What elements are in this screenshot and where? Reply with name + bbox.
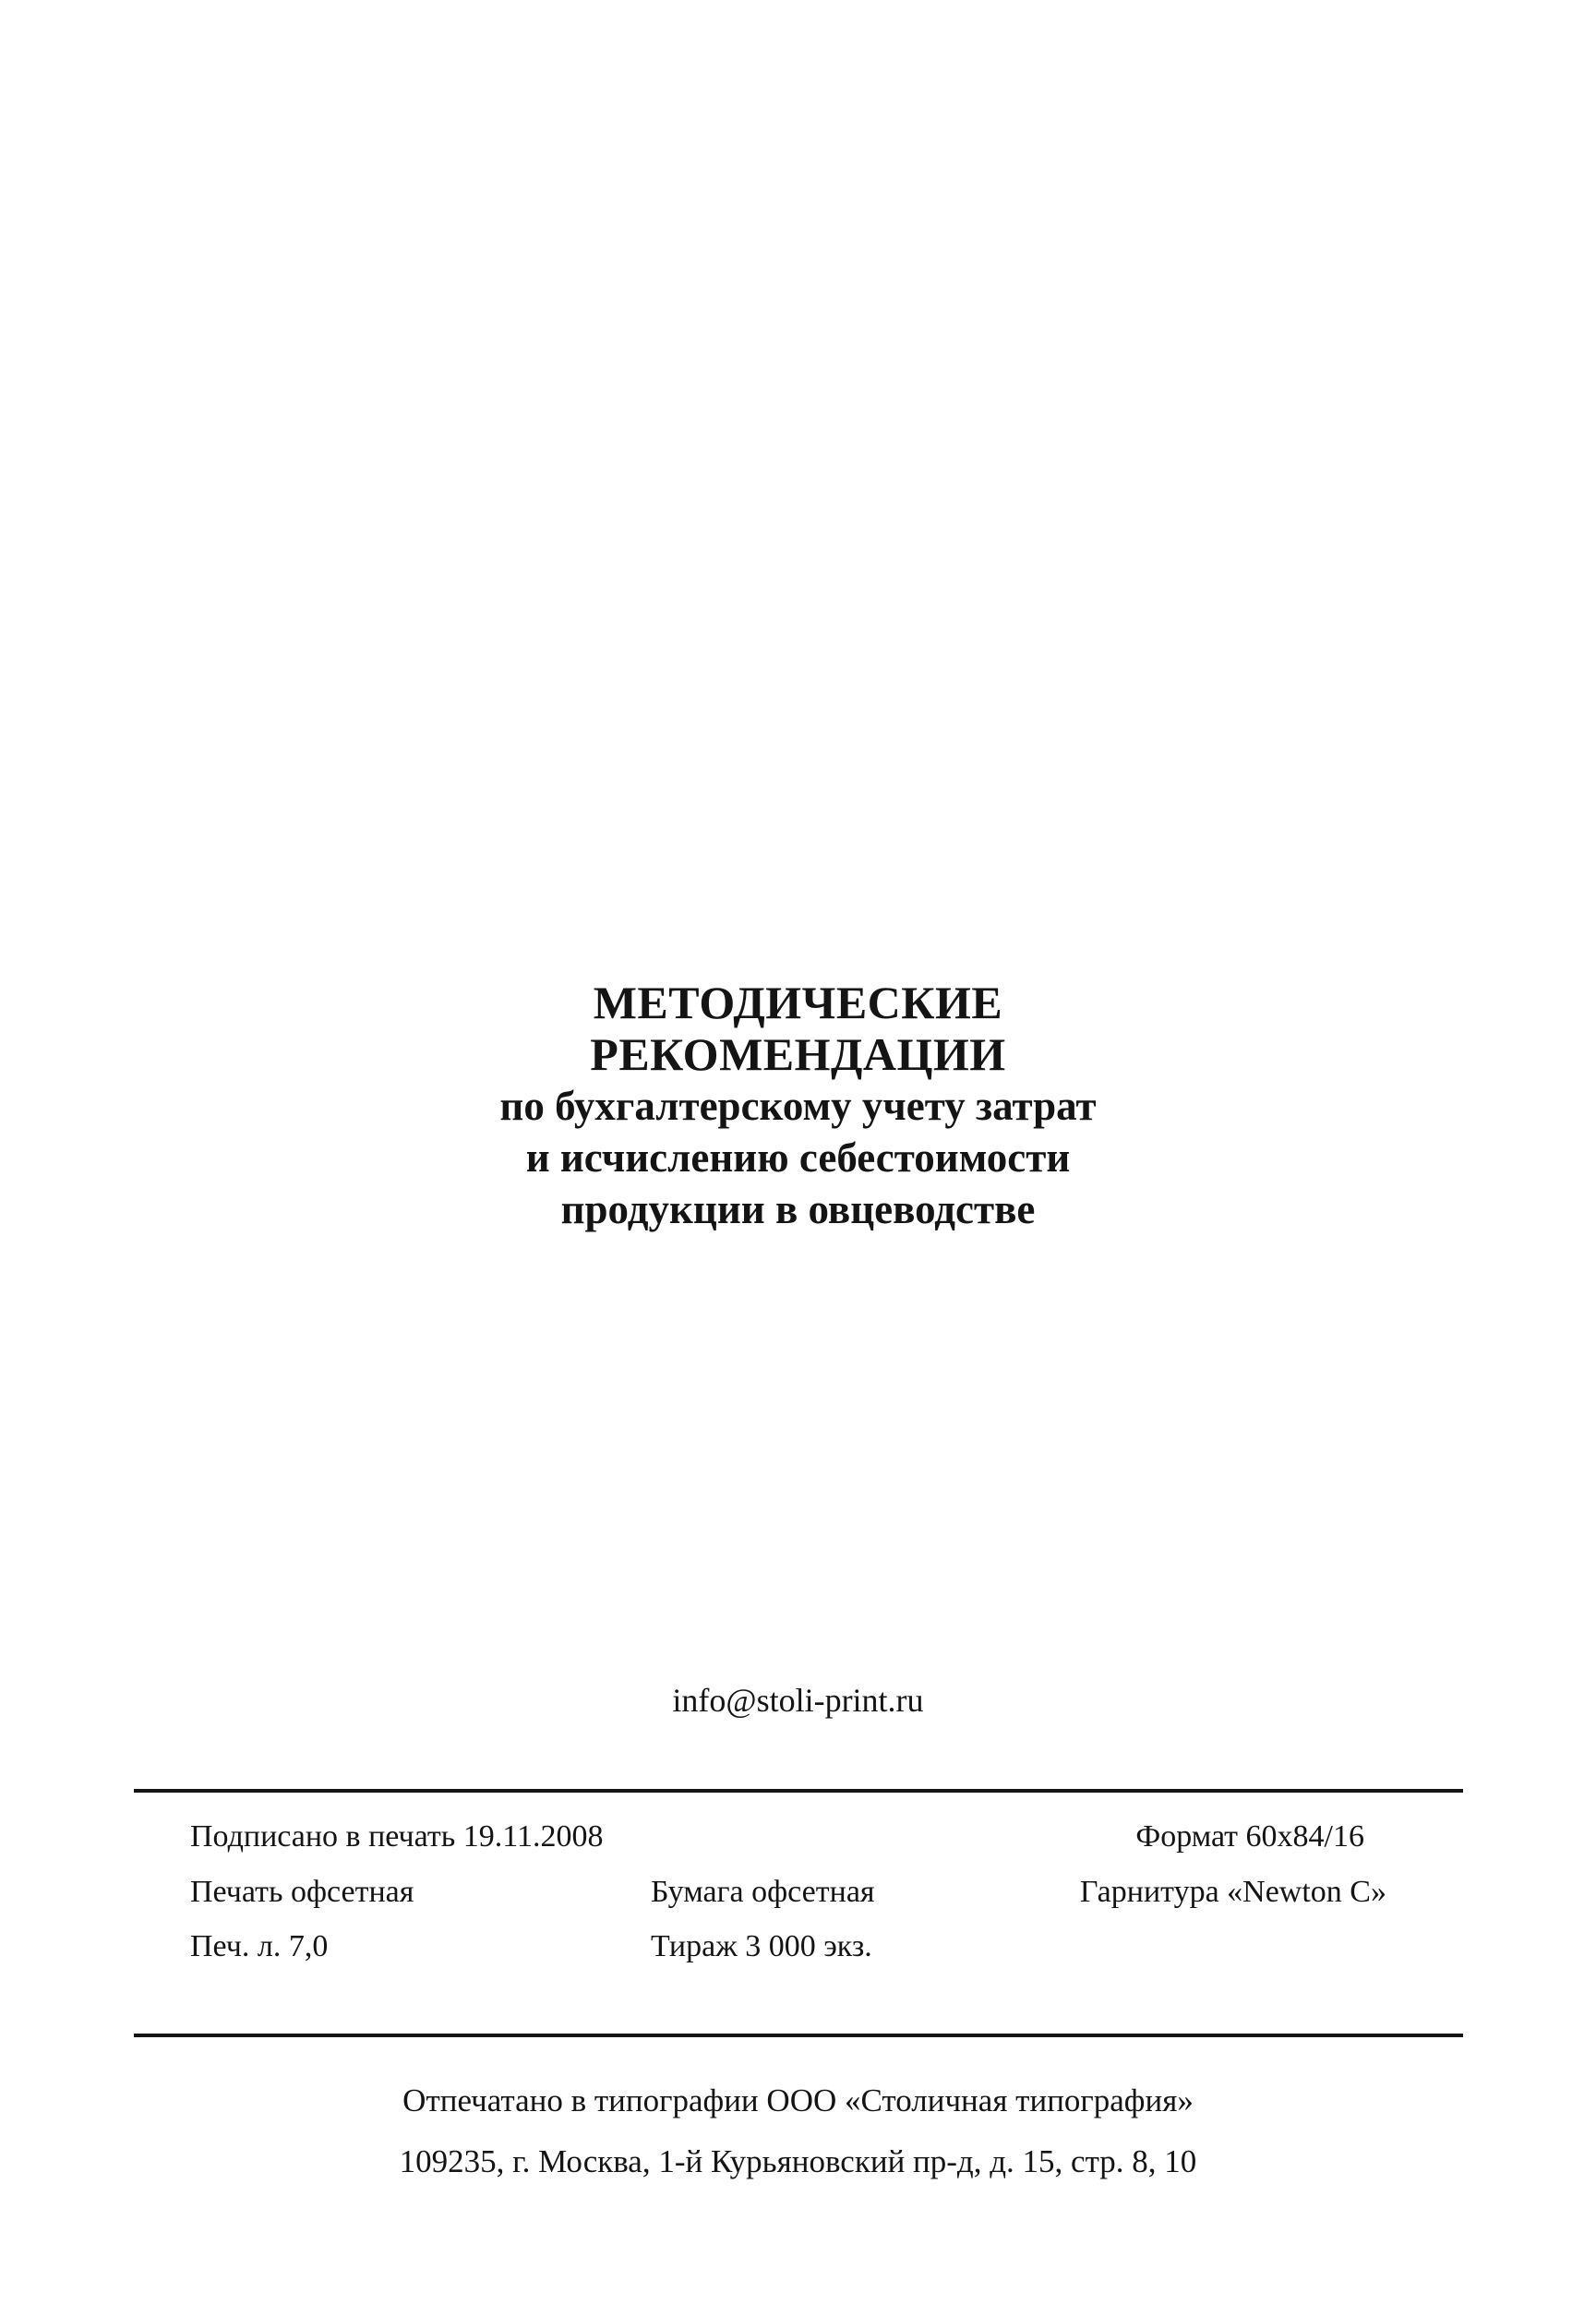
title-line-2: РЕКОМЕНДАЦИИ [590, 1028, 1006, 1080]
subtitle-line-2: и исчислению себестоимости [525, 1134, 1071, 1181]
document-title [0, 977, 1596, 1235]
imprint-print-type: Печать офсетная [190, 1875, 414, 1909]
imprint-format: Формат 60x84/16 [1135, 1819, 1364, 1854]
contact-email: info@stoli-print.ru [672, 1682, 924, 1719]
divider-bottom [134, 2034, 1463, 2037]
printer-name: Отпечатано в типографии ООО «Столичная типография» [402, 2082, 1194, 2118]
imprint-signed-date: Подписано в печать 19.11.2008 [190, 1819, 604, 1854]
printer-info [0, 2070, 1596, 2192]
printer-address: 109235, г. Москва, 1-й Курьяновский пр-д, д. 15, стр. 8, 10 [399, 2143, 1197, 2179]
imprint-typeface: Гарнитура «Newton C» [1079, 1875, 1386, 1909]
title-line-1: МЕТОДИЧЕСКИЕ [593, 977, 1003, 1028]
subtitle-line-3: продукции в овцеводстве [560, 1186, 1036, 1232]
imprint-sheets: Печ. л. 7,0 [190, 1929, 329, 1963]
imprint-paper: Бумага офсетная [651, 1875, 875, 1909]
imprint-print-run: Тираж 3 000 экз. [651, 1929, 872, 1963]
subtitle-line-1: по бухгалтерскому учету затрат [499, 1083, 1097, 1129]
divider-top [134, 1789, 1463, 1793]
